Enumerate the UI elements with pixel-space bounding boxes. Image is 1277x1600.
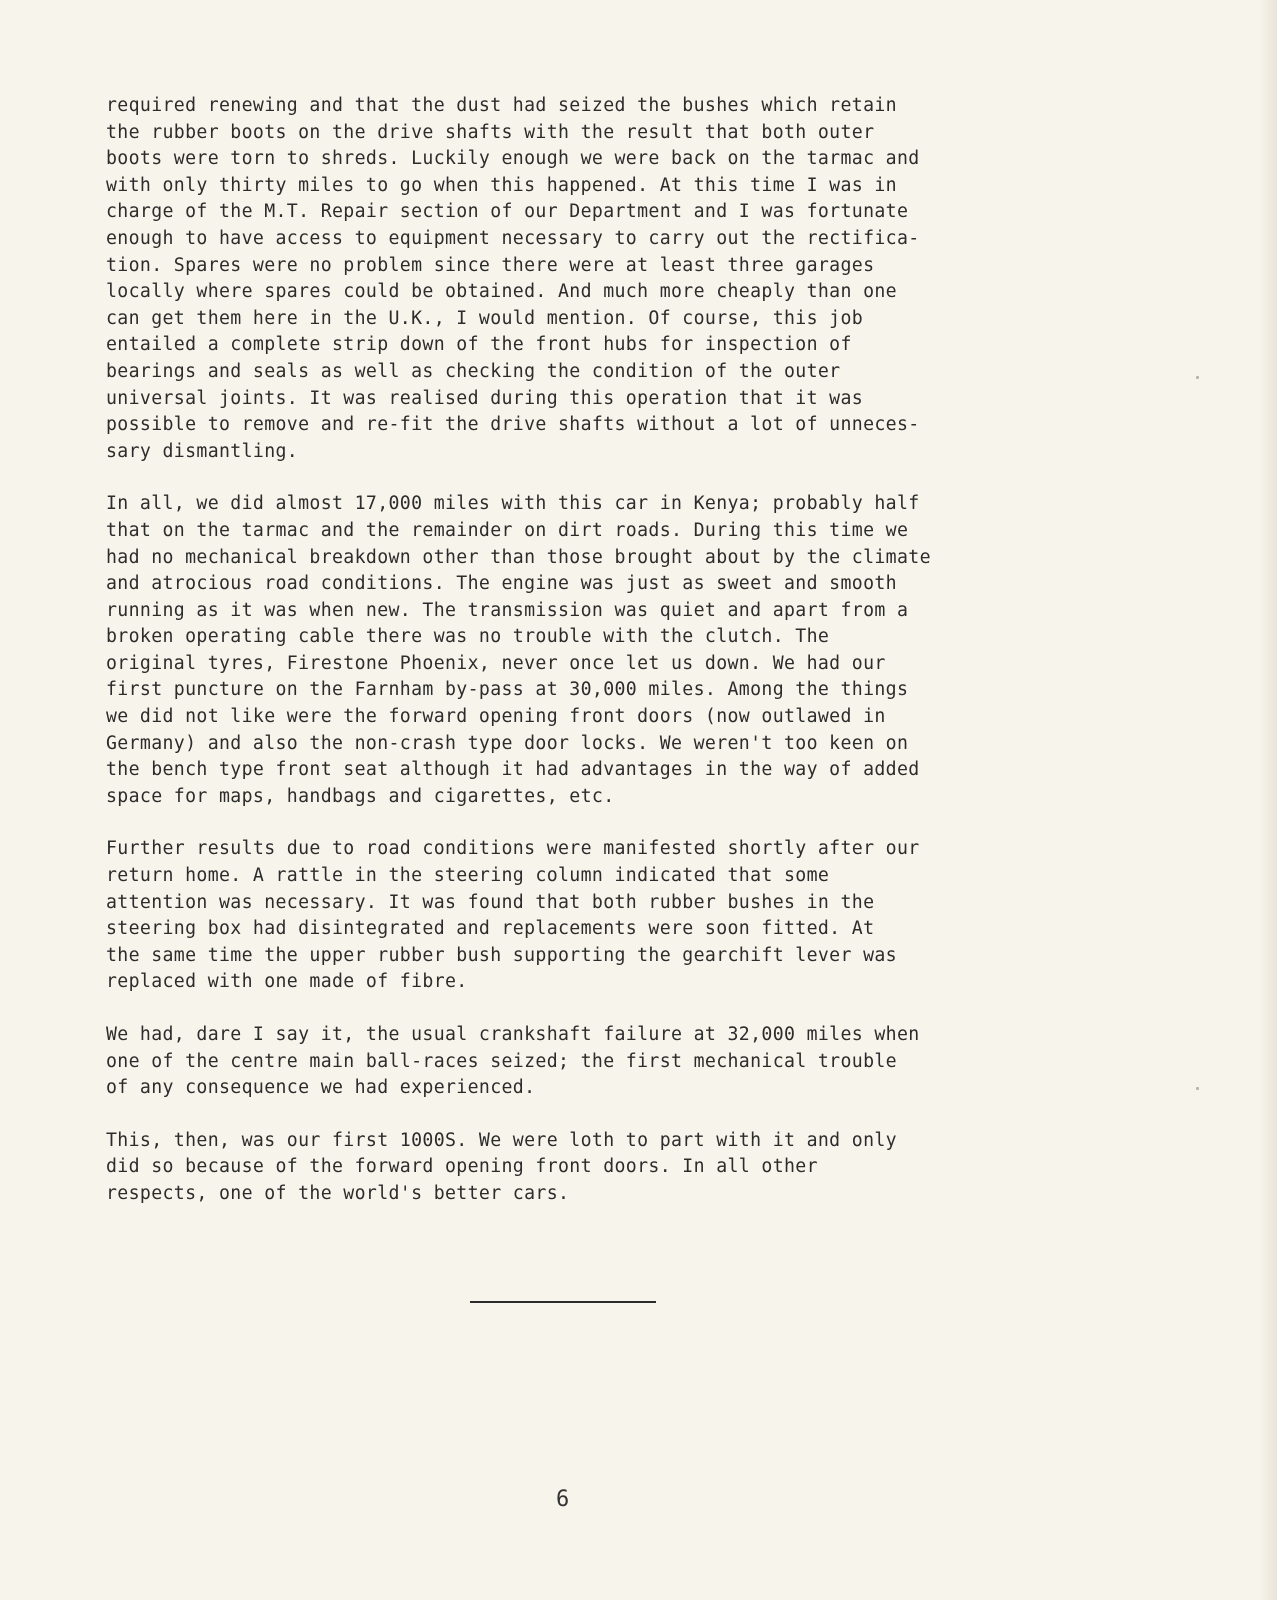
text-line: space for maps, handbags and cigarettes, etc. <box>106 785 615 807</box>
text-line: In all, we did almost 17,000 miles with this car in Kenya; probably half <box>106 493 920 515</box>
text-line: possible to remove and re-fit the drive shafts without a lot of unneces- <box>106 414 920 436</box>
text-line: sary dismantling. <box>106 440 299 462</box>
text-line: universal joints. It was realised during this operation that it was <box>106 387 864 409</box>
section-end-rule <box>470 1301 656 1303</box>
text-line: tion. Spares were no problem since there were at least three garages <box>106 254 875 276</box>
text-line: bearings and seals as well as checking the condition of the outer <box>106 360 841 382</box>
text-line: can get them here in the U.K., I would mention. Of course, this job <box>106 307 864 329</box>
text-line: Germany) and also the non-crash type door locks. We weren't too keen on <box>106 732 909 754</box>
text-line: We had, dare I say it, the usual crankshaft failure at 32,000 miles when <box>106 1024 920 1045</box>
text-line: entailed a complete strip down of the front hubs for inspection of <box>106 334 852 356</box>
paragraph <box>106 1022 1106 1102</box>
text-line: respects, one of the world's better cars. <box>106 1182 570 1204</box>
margin-speck <box>1196 376 1199 379</box>
text-line: return home. A rattle in the steering column indicated that some <box>106 865 830 887</box>
paragraph <box>106 93 1106 465</box>
text-line: steering box had disintegrated and replacements were soon fitted. At <box>106 918 875 940</box>
text-line: replaced with one made of fibre. <box>106 971 468 993</box>
text-line: boots were torn to shreds. Luckily enough we were back on the tarmac and <box>106 148 920 170</box>
paragraph <box>106 836 1106 996</box>
text-line: locally where spares could be obtained. And much more cheaply than one <box>106 281 897 303</box>
text-line: and atrocious road conditions. The engine was just as sweet and smooth <box>106 573 897 595</box>
page-number: 6 <box>556 1487 570 1512</box>
text-line: one of the centre main ball-races seized; the first mechanical trouble <box>106 1050 897 1072</box>
text-line: enough to have access to equipment necessary to carry out the rectifica- <box>106 227 920 249</box>
text-line: original tyres, Firestone Phoenix, never once let us down. We had our <box>106 652 886 674</box>
text-line: with only thirty miles to go when this happened. At this time I was in <box>106 174 897 196</box>
text-line: required renewing and that the dust had seized the bushes which retain <box>106 95 897 116</box>
text-line: attention was necessary. It was found that both rubber bushes in the <box>106 891 875 913</box>
text-line: the bench type front seat although it had advantages in the way of added <box>106 759 920 781</box>
text-line: the rubber boots on the drive shafts with the result that both outer <box>106 121 875 143</box>
text-line: of any consequence we had experienced. <box>106 1077 536 1099</box>
text-line: running as it was when new. The transmission was quiet and apart from a <box>106 599 909 621</box>
margin-speck <box>1196 1087 1199 1090</box>
paper-edge-shadow <box>1259 0 1277 1600</box>
paragraph <box>106 1128 1106 1208</box>
text-line: did so because of the forward opening front doors. In all other <box>106 1156 818 1178</box>
text-line: the same time the upper rubber bush supporting the gearchift lever was <box>106 944 897 966</box>
text-line: had no mechanical breakdown other than those brought about by the climate <box>106 546 931 568</box>
text-line: we did not like were the forward opening front doors (now outlawed in <box>106 706 886 728</box>
text-line: Further results due to road conditions were manifested shortly after our <box>106 838 920 860</box>
text-line: This, then, was our first 1000S. We were loth to part with it and only <box>106 1129 897 1151</box>
typed-text-body <box>106 93 1106 1234</box>
text-line: first puncture on the Farnham by-pass at 30,000 miles. Among the things <box>106 679 909 701</box>
text-line: charge of the M.T. Repair section of our Department and I was fortunate <box>106 201 909 223</box>
text-line: broken operating cable there was no trouble with the clutch. The <box>106 626 830 648</box>
paragraph <box>106 491 1106 810</box>
text-line: that on the tarmac and the remainder on dirt roads. During this time we <box>106 519 909 541</box>
